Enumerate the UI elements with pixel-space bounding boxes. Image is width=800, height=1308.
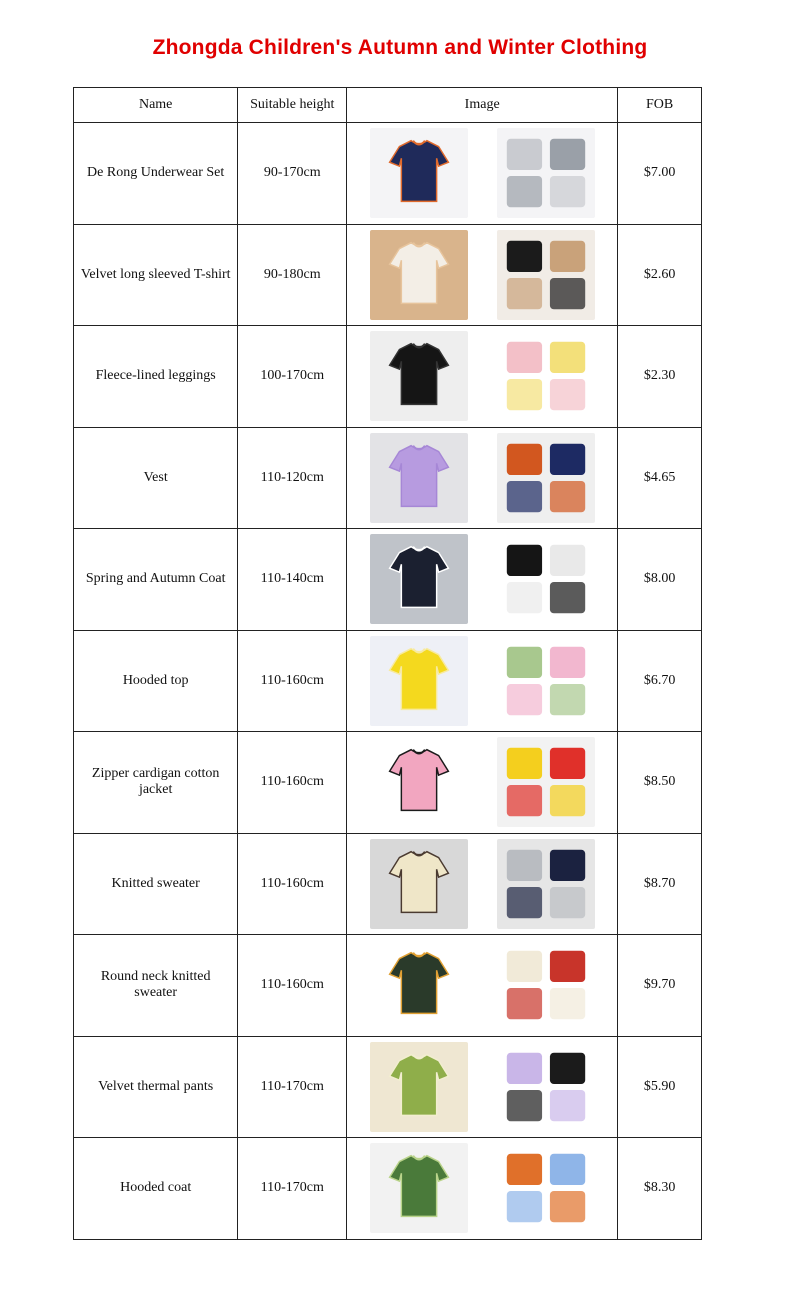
product-name: Hooded coat (74, 1138, 238, 1240)
product-images (347, 1036, 618, 1138)
yellow-hoodie-icon (370, 636, 468, 726)
suitable-height: 110-170cm (238, 1138, 347, 1240)
fob-price: $7.00 (618, 123, 702, 225)
product-name: Hooded top (74, 630, 238, 732)
landscape-sweater-icon (370, 940, 468, 1030)
fob-price: $9.70 (618, 935, 702, 1037)
vneck-sweaters-icon (497, 839, 595, 929)
product-images (347, 123, 618, 225)
green-hooded-coat-icon (370, 1143, 468, 1233)
product-images (347, 1138, 618, 1240)
printed-coat-icon (497, 534, 595, 624)
table-row (74, 427, 702, 529)
suitable-height: 110-170cm (238, 1036, 347, 1138)
header-image: Image (347, 88, 618, 123)
product-table (73, 87, 702, 1240)
table-row (74, 123, 702, 225)
product-images (347, 427, 618, 529)
table-row (74, 935, 702, 1037)
purple-vest-icon (370, 433, 468, 523)
suitable-height: 110-160cm (238, 833, 347, 935)
fob-price: $6.70 (618, 630, 702, 732)
table-row (74, 326, 702, 428)
table-row (74, 224, 702, 326)
fob-price: $5.90 (618, 1036, 702, 1138)
product-name: Knitted sweater (74, 833, 238, 935)
fob-price: $2.60 (618, 224, 702, 326)
green-thermal-pants-icon (370, 1042, 468, 1132)
product-name: Velvet long sleeved T-shirt (74, 224, 238, 326)
mushroom-sweater-icon (497, 940, 595, 1030)
product-name: Vest (74, 427, 238, 529)
product-images (347, 732, 618, 834)
suitable-height: 90-170cm (238, 123, 347, 225)
black-leggings-icon (370, 331, 468, 421)
suitable-height: 110-160cm (238, 630, 347, 732)
fob-price: $2.30 (618, 326, 702, 428)
suitable-height: 110-120cm (238, 427, 347, 529)
product-name: Zipper cardigan cotton jacket (74, 732, 238, 834)
header-fob: FOB (618, 88, 702, 123)
suitable-height: 110-160cm (238, 935, 347, 1037)
product-name: De Rong Underwear Set (74, 123, 238, 225)
fob-price: $8.30 (618, 1138, 702, 1240)
table-row (74, 1138, 702, 1240)
header-suitable-height: Suitable height (238, 88, 347, 123)
table-header-row (74, 88, 702, 123)
table-row (74, 833, 702, 935)
product-name: Velvet thermal pants (74, 1036, 238, 1138)
hooded-coat-color-grid-icon (497, 1143, 595, 1233)
boy-coat-model-icon (370, 534, 468, 624)
vest-color-grid-icon (497, 433, 595, 523)
leggings-color-grid-icon (497, 331, 595, 421)
child-model-photo-icon (370, 230, 468, 320)
product-images (347, 529, 618, 631)
suitable-height: 90-180cm (238, 224, 347, 326)
pants-color-grid-icon (497, 1042, 595, 1132)
product-name: Fleece-lined leggings (74, 326, 238, 428)
tshirt-color-grid-icon (497, 230, 595, 320)
suitable-height: 100-170cm (238, 326, 347, 428)
suitable-height: 110-160cm (238, 732, 347, 834)
hoodie-color-grid-icon (497, 636, 595, 726)
pink-jacket-set-icon (370, 737, 468, 827)
fob-price: $8.50 (618, 732, 702, 834)
product-images (347, 630, 618, 732)
product-name: Round neck knitted sweater (74, 935, 238, 1037)
table-row (74, 529, 702, 631)
product-images (347, 224, 618, 326)
jacket-color-grid-icon (497, 737, 595, 827)
product-images (347, 935, 618, 1037)
suitable-height: 110-140cm (238, 529, 347, 631)
header-name: Name (74, 88, 238, 123)
product-images (347, 326, 618, 428)
product-images (347, 833, 618, 935)
fob-price: $4.65 (618, 427, 702, 529)
page-title: Zhongda Children's Autumn and Winter Clothing (152, 36, 648, 59)
table-row (74, 732, 702, 834)
table-row (74, 1036, 702, 1138)
navy-underwear-set-icon (370, 128, 468, 218)
fob-price: $8.00 (618, 529, 702, 631)
product-name: Spring and Autumn Coat (74, 529, 238, 631)
girl-sweater-model-icon (370, 839, 468, 929)
grey-underwear-set-icon (497, 128, 595, 218)
fob-price: $8.70 (618, 833, 702, 935)
table-row (74, 630, 702, 732)
